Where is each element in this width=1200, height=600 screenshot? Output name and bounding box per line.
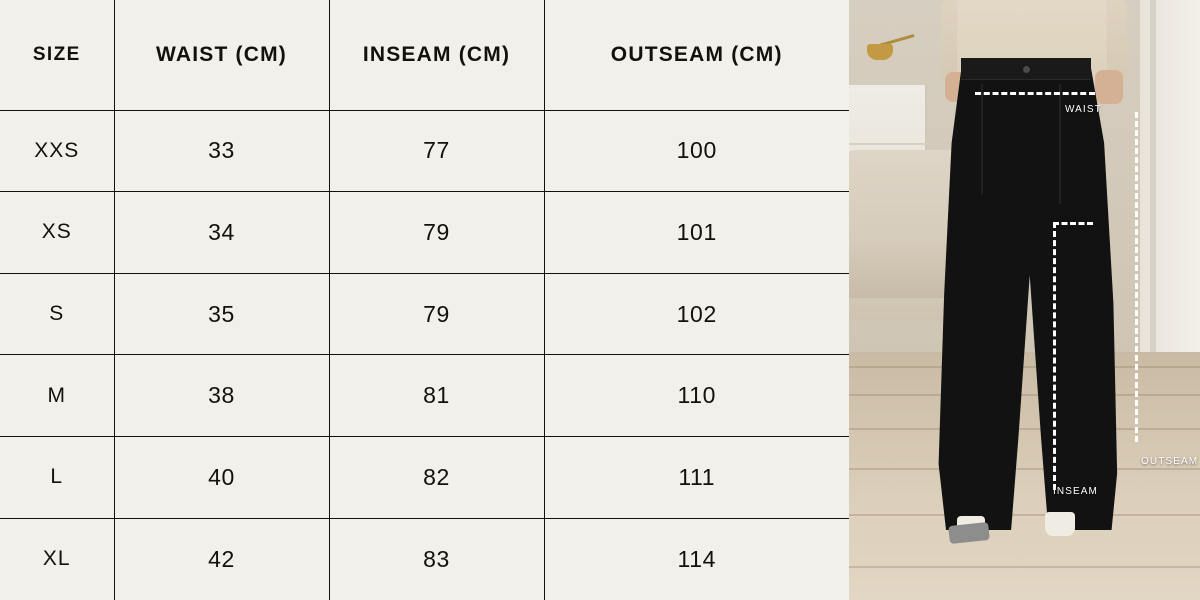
waist-label: WAIST	[1065, 104, 1102, 115]
column-header-outseam: OUTSEAM (CM)	[544, 0, 849, 110]
cell-outseam: 110	[544, 355, 849, 437]
cell-inseam: 82	[329, 437, 544, 519]
lamp-shade-icon	[867, 44, 893, 60]
outseam-measure-line	[1135, 112, 1138, 442]
floor-board	[849, 514, 1200, 516]
hand-right	[1095, 70, 1123, 104]
cell-inseam: 79	[329, 192, 544, 274]
cell-inseam: 77	[329, 110, 544, 192]
table-row	[0, 192, 849, 274]
sock-right	[1045, 512, 1075, 536]
column-header-size: SIZE	[0, 0, 114, 110]
table-row	[0, 437, 849, 519]
cell-waist: 34	[114, 192, 329, 274]
table-row	[0, 110, 849, 192]
cell-inseam: 81	[329, 355, 544, 437]
column-header-waist: WAIST (CM)	[114, 0, 329, 110]
cell-waist: 33	[114, 110, 329, 192]
table-body	[0, 110, 849, 600]
cell-size: L	[0, 437, 114, 519]
floor-board	[849, 366, 1200, 368]
column-header-inseam: INSEAM (CM)	[329, 0, 544, 110]
trouser-pleat	[981, 84, 983, 194]
product-photo	[849, 0, 1200, 600]
table-header-row	[0, 0, 849, 110]
door-frame	[1140, 0, 1200, 360]
cell-outseam: 100	[544, 110, 849, 192]
cell-waist: 35	[114, 273, 329, 355]
cell-inseam: 79	[329, 273, 544, 355]
floor	[849, 352, 1200, 600]
floor-board	[849, 468, 1200, 470]
table-row	[0, 273, 849, 355]
table-header	[0, 0, 849, 110]
cell-outseam: 114	[677, 545, 716, 572]
table-row	[0, 518, 849, 600]
cell-outseam: 111	[544, 437, 849, 519]
inseam-measure-line-horizontal	[1053, 222, 1093, 225]
trouser-button-icon	[1023, 66, 1030, 73]
floor-board	[849, 428, 1200, 430]
door-edge	[1150, 0, 1156, 360]
cell-outseam: 102	[544, 273, 849, 355]
cell-size: M	[0, 355, 114, 437]
floor-board	[849, 394, 1200, 396]
cell-size: XS	[0, 192, 114, 274]
outseam-label: OUTSEAM	[1141, 456, 1199, 467]
inseam-measure-line-vertical	[1053, 222, 1056, 490]
cell-size: S	[0, 273, 114, 355]
cell-waist: 42	[114, 518, 329, 600]
cell-waist: 40	[114, 437, 329, 519]
floor-board	[849, 566, 1200, 568]
cell-size: XXS	[0, 110, 114, 192]
table-row	[0, 355, 849, 437]
cell-inseam: 83	[329, 518, 544, 600]
trouser-pleat	[1059, 84, 1061, 204]
cell-waist: 38	[114, 355, 329, 437]
cell-size: XL	[0, 518, 114, 600]
cell-outseam: 101	[544, 192, 849, 274]
inseam-label: INSEAM	[1053, 486, 1098, 497]
waist-measure-line	[975, 92, 1095, 95]
